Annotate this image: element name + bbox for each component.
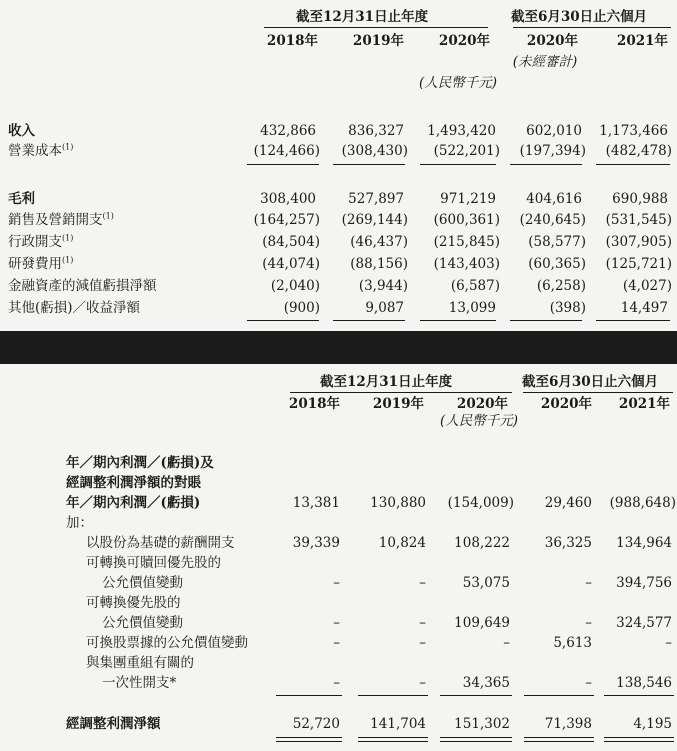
subtotal-rule-4 (510, 164, 582, 165)
subtotal-rule-3 (420, 164, 496, 165)
pl-2021h1: (988,648) (609, 495, 676, 511)
adj-2021h1: 4,195 (633, 716, 672, 732)
fv2-2018: – (333, 615, 340, 631)
fv2-2021h1: 324,577 (616, 615, 672, 631)
sbc-2018: 39,339 (292, 535, 340, 551)
row-label-conv-redeemable-pref: 可轉換可贖回優先股的 (86, 555, 221, 571)
impairment-2020h1: (6,258) (536, 278, 586, 294)
revenue-2020: 1,493,420 (427, 123, 496, 139)
rnd-2021h1: (125,721) (605, 256, 672, 272)
admin-2018: (84,504) (262, 234, 320, 250)
income-statement-panel (0, 0, 677, 331)
revenue-2019: 836,327 (348, 123, 404, 139)
sbc-2019: 10,824 (378, 535, 426, 551)
selling-2018: (164,257) (253, 212, 320, 228)
gross-2021h1: 690,988 (612, 191, 668, 207)
adjusted-profit-panel (0, 364, 677, 751)
admin-2019: (46,437) (350, 234, 408, 250)
double-rule-4 (524, 737, 594, 742)
unaudited-note: (未經審計) (512, 54, 578, 70)
fv1-2019: – (419, 575, 426, 591)
sbc-2020h1: 36,325 (544, 535, 592, 551)
double-rule-5 (604, 737, 674, 742)
subtotal-rule-1 (247, 164, 319, 165)
row-label-other-gains-losses: 其他(虧損)／收益淨額 (8, 300, 141, 316)
row-label-adjusted-net-profit: 經調整利潤淨額 (66, 716, 161, 732)
selling-2021h1: (531,545) (605, 212, 672, 228)
oneoff-2020: 34,365 (462, 675, 510, 691)
cost-2020h1: (197,394) (519, 143, 586, 159)
row-label-gross-profit: 毛利 (8, 191, 35, 207)
bottom-rule-4 (510, 320, 582, 321)
selling-2020: (600,361) (433, 212, 500, 228)
rnd-2020h1: (60,365) (528, 256, 586, 272)
rnd-2018: (44,074) (262, 256, 320, 272)
fv2-2020h1: – (585, 615, 592, 631)
oneoff-2020h1: – (585, 675, 592, 691)
cost-2020: (522,201) (433, 143, 500, 159)
admin-2020h1: (58,577) (528, 234, 586, 250)
total-rule-5 (604, 695, 674, 696)
subtotal-rule-5 (596, 164, 670, 165)
cn-2020h1: 5,613 (553, 635, 592, 651)
row-label-fv-change-2: 公允價值變動 (102, 615, 183, 631)
gross-2020: 971,219 (440, 191, 496, 207)
admin-2020: (215,845) (433, 234, 500, 250)
impairment-2019: (3,944) (358, 278, 408, 294)
panel-divider (0, 331, 677, 364)
header-rule-full-year (264, 27, 488, 28)
selling-2020h1: (240,645) (519, 212, 586, 228)
total-rule-4 (524, 695, 594, 696)
sbc-2020: 108,222 (454, 535, 510, 551)
gross-2018: 308,400 (260, 191, 316, 207)
row-label-conv-pref: 可轉換優先股的 (86, 595, 181, 611)
row-label-impairment-losses: 金融資產的減值虧損淨額 (8, 278, 157, 294)
oneoff-2021h1: 138,546 (616, 675, 672, 691)
section-title-line-1: 年／期內利潤／(虧損)及 (66, 455, 214, 471)
year-col-1: 2018年 (266, 33, 318, 49)
fv1-2020: 53,075 (462, 575, 510, 591)
row-label-share-based-comp: 以股份為基礎的薪酬開支 (86, 535, 235, 551)
section-title-line-2: 經調整利潤淨額的對賬 (66, 475, 201, 491)
unit-note: (人民幣千元) (418, 75, 498, 91)
year2-col-5: 2021年 (618, 396, 670, 412)
gross-2020h1: 404,616 (526, 191, 582, 207)
row-label-rnd-expenses: 研發費用$^{(1)}$ (8, 255, 74, 272)
other-2020h1: (398) (549, 300, 586, 316)
selling-2019: (269,144) (341, 212, 408, 228)
gross-2019: 527,897 (348, 191, 404, 207)
year2-col-3: 2020年 (456, 396, 508, 412)
row-label-cost-of-sales: 營業成本$^{(1)}$ (8, 142, 74, 159)
adj-2018: 52,720 (292, 716, 340, 732)
unit-note-2: (人民幣千元) (439, 413, 519, 429)
cost-2021h1: (482,478) (605, 143, 672, 159)
total-rule-1 (276, 695, 342, 696)
year-col-2: 2019年 (352, 33, 404, 49)
header-six-months-2: 截至6月30日止六個月 (522, 374, 659, 390)
fv2-2019: – (419, 615, 426, 631)
header-rule-six-months-2 (523, 392, 673, 393)
row-label-add: 加： (66, 515, 93, 531)
row-label-reorg: 與集團重組有關的 (86, 655, 194, 671)
total-rule-3 (440, 695, 512, 696)
oneoff-2018: – (333, 675, 340, 691)
year-col-5: 2021年 (616, 33, 668, 49)
adj-2019: 141,704 (370, 716, 426, 732)
year-col-4: 2020年 (526, 33, 578, 49)
other-2021h1: 14,497 (620, 300, 668, 316)
row-label-fv-change-1: 公允價值變動 (102, 575, 183, 591)
cn-2020: – (503, 635, 510, 651)
cost-2019: (308,430) (341, 143, 408, 159)
year2-col-2: 2019年 (372, 396, 424, 412)
adj-2020h1: 71,398 (544, 716, 592, 732)
row-label-conv-notes-fv: 可換股票據的公允價值變動 (86, 635, 248, 651)
cost-2018: (124,466) (253, 143, 320, 159)
total-rule-2 (358, 695, 428, 696)
other-2018: (900) (283, 300, 320, 316)
revenue-2021h1: 1,173,466 (599, 123, 668, 139)
header-six-months: 截至6月30日止六個月 (511, 9, 648, 25)
impairment-2020: (6,587) (450, 278, 500, 294)
row-label-profit-loss: 年／期內利潤／(虧損) (66, 495, 201, 511)
revenue-2018: 432,866 (260, 123, 316, 139)
other-2019: 9,087 (365, 300, 404, 316)
fv1-2018: – (333, 575, 340, 591)
pl-2018: 13,381 (292, 495, 340, 511)
sbc-2021h1: 134,964 (616, 535, 672, 551)
row-label-one-off-expenses: 一次性開支* (102, 675, 177, 691)
bottom-rule-5 (596, 320, 670, 321)
fv2-2020: 109,649 (454, 615, 510, 631)
header-full-year-2: 截至12月31日止年度 (320, 374, 453, 390)
revenue-2020h1: 602,010 (526, 123, 582, 139)
pl-2020: (154,009) (447, 495, 514, 511)
cn-2018: – (333, 635, 340, 651)
year2-col-1: 2018年 (288, 396, 340, 412)
impairment-2021h1: (4,027) (622, 278, 672, 294)
cn-2019: – (419, 635, 426, 651)
adj-2020: 151,302 (454, 716, 510, 732)
double-rule-2 (358, 737, 428, 742)
admin-2021h1: (307,905) (605, 234, 672, 250)
cn-2021h1: – (665, 635, 672, 651)
fv1-2020h1: – (585, 575, 592, 591)
year2-col-4: 2020年 (540, 396, 592, 412)
pl-2020h1: 29,460 (544, 495, 592, 511)
row-label-revenue: 收入 (8, 123, 35, 139)
pl-2019: 130,880 (370, 495, 426, 511)
other-2020: 13,099 (448, 300, 496, 316)
header-rule-full-year-2 (290, 392, 512, 393)
bottom-rule-3 (420, 320, 496, 321)
double-rule-3 (440, 737, 512, 742)
year-col-3: 2020年 (438, 33, 490, 49)
header-full-year: 截至12月31日止年度 (296, 9, 429, 25)
double-rule-1 (276, 737, 342, 742)
oneoff-2019: – (419, 675, 426, 691)
rnd-2019: (88,156) (350, 256, 408, 272)
bottom-rule-2 (333, 320, 405, 321)
row-label-admin-expenses: 行政開支$^{(1)}$ (8, 233, 74, 250)
header-rule-six-months (513, 27, 671, 28)
bottom-rule-1 (247, 320, 319, 321)
rnd-2020: (143,403) (433, 256, 500, 272)
subtotal-rule-2 (333, 164, 405, 165)
row-label-selling-expenses: 銷售及營銷開支$^{(1)}$ (8, 211, 114, 228)
fv1-2021h1: 394,756 (616, 575, 672, 591)
impairment-2018: (2,040) (270, 278, 320, 294)
